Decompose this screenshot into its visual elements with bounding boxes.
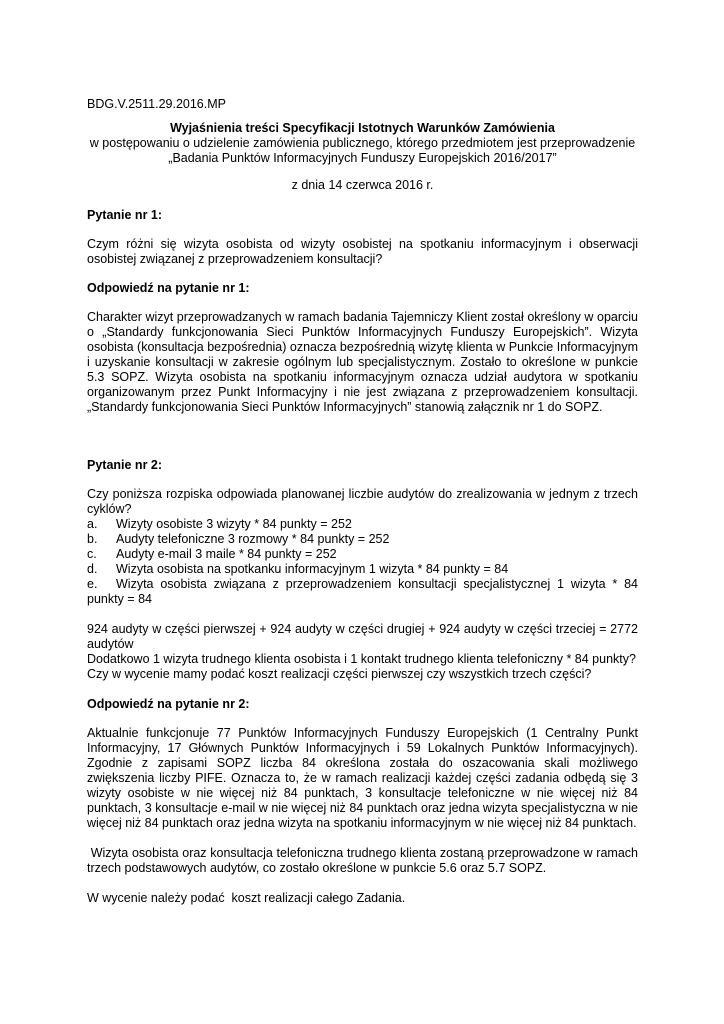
list-item-text: Audyty telefoniczne 3 rozmowy * 84 punkty = 252 bbox=[116, 532, 390, 546]
list-item-text: Audyty e-mail 3 maile * 84 punkty = 252 bbox=[116, 547, 337, 561]
title-block bbox=[87, 121, 638, 166]
list-item-text: Wizyty osobiste 3 wizyty * 84 punkty = 252 bbox=[116, 517, 352, 531]
list-item-text: Wizyta osobista na spotkanku informacyjnym 1 wizyta * 84 punkty = 84 bbox=[116, 562, 509, 576]
document-title: Wyjaśnienia treści Specyfikacji Istotnych Warunków Zamówienia bbox=[170, 121, 555, 135]
list-item bbox=[87, 577, 638, 607]
answer-1-heading: Odpowiedź na pytanie nr 1: bbox=[87, 281, 250, 295]
answer-2-heading: Odpowiedź na pytanie nr 2: bbox=[87, 697, 250, 711]
answer-1-text: Charakter wizyt przeprowadzanych w ramach badania Tajemniczy Klient został określony w oparciu o „Standardy funkcjonowania Sieci Punktów Informacyjnych Funduszy Europejskich”. Wizyta osobista (konsultacja bezpośrednia) oznacza bezpośrednią wizytę klienta w Punkcie Informacyjnym i uzyskanie konsultacji w zakresie ogólnym lub specjalistycznym. Zostało to określone w punkcie 5.3 SOPZ. Wizyta osobista na spotkaniu informacyjnym oznacza udział audytora w spotkaniu organizowanym przez Punkt Informacyjny i nie jest związana z przeprowadzeniem konsultacji. „Standardy funkcjonowania Sieci Punktów Informacyjnych” stanowią załącznik nr 1 do SOPZ. bbox=[87, 310, 638, 414]
answer-2-paragraph-2: Wizyta osobista oraz konsultacja telefoniczna trudnego klienta zostaną przeprowadzone w ramach trzech podstawowych audytów, co zostało określone w punkcie 5.6 oraz 5.7 SOPZ. bbox=[87, 846, 642, 875]
answer-2-paragraph-1: Aktualnie funkcjonuje 77 Punktów Informacyjnych Funduszy Europejskich (1 Centralny Punkt Informacyjny, 17 Głównych Punktów Informacyjnych i 59 Lokalnych Punktów Informacyjnych). Zgodnie z zapisami SOPZ liczba 84 określona została do oszacowania skali możliwego zwiększenia liczby PIFE. Oznacza to, że w ramach realizacji każdej części zadania odbędą się 3 wizyty osobiste w nie więcej niż 84 punktach, 3 konsultacje telefoniczne w nie więcej niż 84 punktach, 3 konsultacje e-mail w nie więcej niż 84 punktach oraz jedna wizyta specjalistyczna w nie więcej niż 84 punktach oraz jedna wizyta na spotkaniu informacyjnym w nie więcej niż 84 punktach. bbox=[87, 726, 638, 830]
question-2-intro: Czy poniższa rozpiska odpowiada planowanej liczbie audytów do zrealizowania w jednym z trzech cyklów? bbox=[87, 487, 638, 516]
breakdown-list bbox=[87, 517, 638, 607]
list-item-label: e. bbox=[87, 577, 98, 591]
list-item bbox=[87, 532, 638, 547]
list-item-label: b. bbox=[87, 532, 98, 546]
list-item-label: c. bbox=[87, 547, 97, 561]
answer-2-paragraph-3: W wycenie należy podać koszt realizacji całego Zadania. bbox=[87, 891, 406, 905]
document-date: z dnia 14 czerwca 2016 r. bbox=[291, 178, 434, 192]
list-item-label: d. bbox=[87, 562, 98, 576]
list-item-label: a. bbox=[87, 517, 98, 531]
reference-number: BDG.V.2511.29.2016.MP bbox=[87, 97, 226, 111]
title-subline-2: „Badania Punktów Informacyjnych Funduszy Europejskich 2016/2017” bbox=[168, 151, 557, 165]
question-2-heading: Pytanie nr 2: bbox=[87, 458, 163, 472]
question-1-text: Czym różni się wizyta osobista od wizyty osobistej na spotkaniu informacyjnym i obserwacji osobistej związanej z przeprowadzeniem konsultacji? bbox=[87, 237, 638, 266]
list-item bbox=[87, 517, 638, 532]
list-item-text: Wizyta osobista związana z przeprowadzeniem konsultacji specjalistycznej 1 wizyta * 84 punkty = 84 bbox=[87, 577, 638, 606]
document-body bbox=[87, 97, 642, 906]
question-2-extra-2: Czy w wycenie mamy podać koszt realizacji części pierwszej czy wszystkich trzech części? bbox=[87, 667, 592, 681]
question-2-extra-1: Dodatkowo 1 wizyta trudnego klienta osobista i 1 kontakt trudnego klienta telefoniczny * 84 punkty? bbox=[87, 652, 636, 666]
list-item bbox=[87, 547, 638, 562]
title-subline-1: w postępowaniu o udzielenie zamówienia publicznego, którego przedmiotem jest przeprowadzenie bbox=[89, 136, 636, 150]
question-1-heading: Pytanie nr 1: bbox=[87, 208, 163, 222]
list-item bbox=[87, 562, 638, 577]
question-2-summary: 924 audyty w części pierwszej + 924 audyty w części drugiej + 924 audyty w części trzeciej = 2772 audytów bbox=[87, 622, 638, 651]
